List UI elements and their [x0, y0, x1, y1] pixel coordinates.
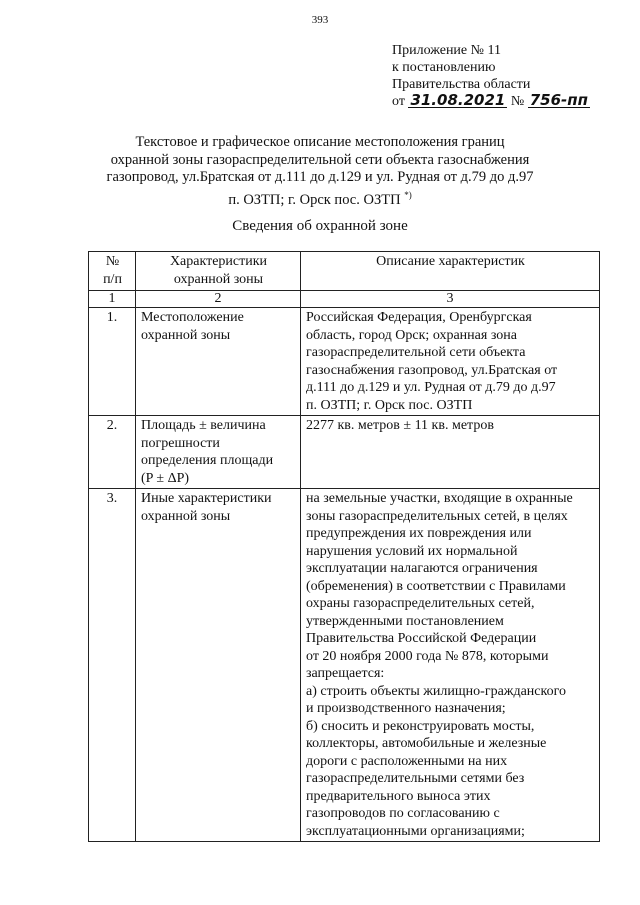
section-title: Сведения об охранной зоне — [232, 218, 408, 234]
row-characteristic: Местоположение охранной зоны — [136, 308, 301, 416]
index-cell: 1 — [89, 291, 136, 308]
zone-info-table — [88, 251, 600, 842]
row-characteristic: Площадь ± величина погрешности определения площади (P ± ΔP) — [136, 416, 301, 489]
number-prefix: № — [510, 94, 525, 109]
row-description: Российская Федерация, Оренбургская область, город Орск; охранная зона газораспределительной сети объекта газоснабжения газопровод, ул.Братская от д.111 до д.129 и ул. Рудная от д.79 до д.97 п. ОЗТП; г. Орск пос. ОЗТП — [301, 308, 600, 416]
index-cell: 3 — [301, 291, 600, 308]
row-description: на земельные участки, входящие в охранные зоны газораспределительных сетей, в целях предупреждения их повреждения или нарушения условий их нормальной эксплуатации налагаются ограничения (обременения) в соответствии с Правилами охраны газораспределительных сетей, утвержденными постановлением Правительства Российской Федерации от 20 ноября 2000 года № 878, которыми запрещается: а) строить объекты жилищно-гражданского и производственного назначения; б) сносить и реконструировать мосты, коллекторы, автомобильные и железные дороги с расположенными на них газораспределительными сетями без предварительного выноса этих газопроводов по согласованию с эксплуатационными организациями; — [301, 489, 600, 842]
handwritten-number: 756-пп — [529, 91, 588, 109]
header-description: Описание характеристик — [301, 252, 600, 291]
row-number: 2. — [89, 416, 136, 489]
appendix-date-line — [392, 93, 590, 110]
appendix-resolution: к постановлению — [392, 60, 496, 75]
handwritten-date: 31.08.2021 — [410, 91, 506, 109]
header-number: № п/п — [89, 252, 136, 291]
appendix-block — [392, 42, 590, 110]
date-prefix: от — [392, 94, 405, 109]
table-header-row — [89, 252, 600, 291]
title-line-4-text: п. ОЗТП; г. Орск пос. ОЗТП — [228, 191, 401, 208]
title-line-1: Текстовое и графическое описание местоположения границ — [135, 134, 505, 150]
row-characteristic: Иные характеристики охранной зоны — [136, 489, 301, 842]
row-number: 3. — [89, 489, 136, 842]
table-index-row — [89, 291, 600, 308]
title-line-4 — [90, 187, 550, 209]
table-row — [89, 489, 600, 842]
footnote-mark: *) — [404, 189, 412, 200]
row-number: 1. — [89, 308, 136, 416]
appendix-government: Правительства области — [392, 77, 531, 92]
index-cell: 2 — [136, 291, 301, 308]
title-line-2: охранной зоны газораспределительной сети объекта газоснабжения — [110, 151, 530, 168]
appendix-title: Приложение № 11 — [392, 43, 501, 58]
row-description: 2277 кв. метров ± 11 кв. метров — [301, 416, 600, 489]
table-row — [89, 308, 600, 416]
document-title — [90, 134, 550, 209]
title-line-3: газопровод, ул.Братская от д.111 до д.129 и ул. Рудная от д.79 до д.97 — [106, 169, 534, 185]
table-row — [89, 416, 600, 489]
page-number: 393 — [311, 14, 329, 26]
header-characteristics: Характеристики охранной зоны — [136, 252, 301, 291]
